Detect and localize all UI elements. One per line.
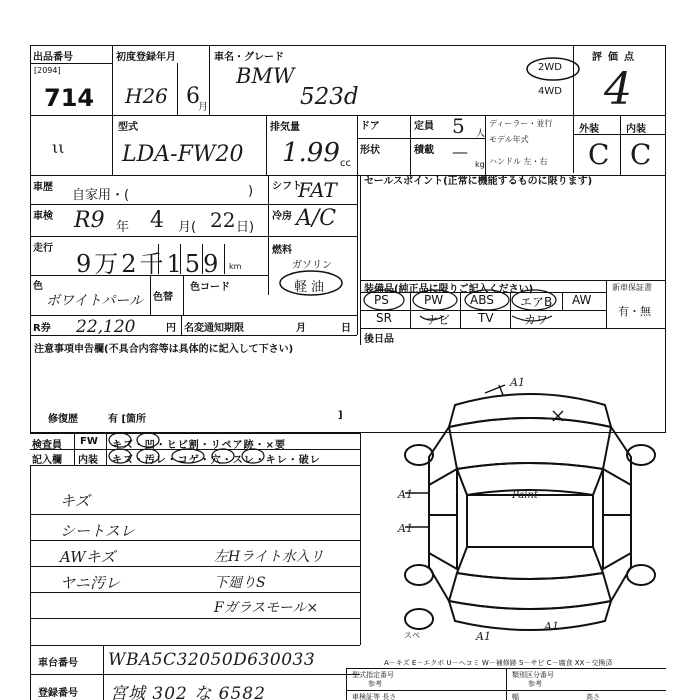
equip-circles (362, 288, 622, 328)
bottom-label-7: 高さ (586, 693, 600, 700)
disp-label: 排気量 (270, 122, 300, 133)
first-reg-era: H26 (125, 84, 168, 108)
note-left-4: ヤニ汚レ (60, 574, 121, 592)
door-label: ドア (360, 121, 380, 132)
month-label: 月 (296, 323, 306, 334)
interior-label: 内装 (78, 455, 98, 466)
cap-value: 5 (452, 114, 465, 138)
color-code-label: 色コード (190, 282, 230, 293)
eval-label: 評価点 (592, 52, 640, 63)
model-grade: 523d (300, 84, 359, 110)
repair-value: 有 [箇所 (108, 414, 147, 425)
inspection-day: 22 (210, 208, 236, 232)
type-value: LDA-FW20 (122, 142, 244, 167)
color-value: ボワイトパール (46, 293, 144, 309)
int-label: 内装 (626, 124, 646, 135)
load-value: — (452, 142, 468, 161)
car-diagram (385, 375, 675, 645)
recycle-unit: 円 (166, 323, 176, 334)
disp-unit: cc (340, 158, 351, 169)
damage-legend: A－キズ E－エクボ U－ヘコミ W－補修跡 S－サビ C－腐食 XX－交換済 (384, 659, 613, 667)
model-label: 車名・グレード (214, 52, 284, 63)
rear-label: 後日品 (364, 334, 394, 345)
load-label: 積載 (414, 145, 434, 156)
color-change-label: 色替 (153, 292, 173, 303)
year-suffix: 年 (116, 220, 130, 235)
bottom-label-2: 類別区分番号 (512, 671, 554, 679)
sales-label: セールスポイント(正常に機能するものに限ります) (364, 176, 593, 187)
mark-a1-left: A1 (398, 488, 413, 501)
note-right-2: 下廻りS (214, 575, 266, 591)
month-suffix: 月 (198, 102, 208, 113)
notes-label: 注意事項申告欄(不具合内容等は具体的に記入して下さい) (34, 344, 294, 355)
color-label: 色 (33, 281, 43, 292)
entry-label: 記入欄 (32, 455, 62, 466)
mileage-unit: km (229, 262, 242, 271)
new-warranty-label: 新車保証書 (612, 283, 652, 292)
lot-number: 714 (44, 84, 95, 112)
equip-airbag: エアB (520, 295, 553, 309)
mark-a1-bottom2: A1 (544, 620, 559, 633)
chassis-value: WBA5C32050D630033 (108, 650, 316, 670)
note-right-1: 左Hライト水入リ (214, 549, 324, 565)
note-left-1: キズ (60, 492, 90, 510)
mark-a1-bottom1: A1 (476, 630, 491, 643)
inspector-label: 検査員 (32, 440, 62, 451)
equip-tv: TV (478, 311, 494, 325)
lot-label: 出品番号 (33, 52, 73, 63)
recycle-label: R券 (33, 323, 51, 334)
plate-label: 登録番号 (38, 688, 78, 699)
name-change-label: 名変通知期限 (184, 323, 244, 334)
fw-items: キズ・凹・ヒビ割・リペア跡・×要 (112, 440, 286, 451)
inspection-label: 車検 (33, 211, 53, 222)
day-label: 日 (341, 323, 351, 334)
fuel-gas: ガソリン (292, 260, 332, 271)
chassis-label: 車台番号 (38, 658, 78, 669)
first-reg-month: 6 (186, 84, 200, 109)
load-unit: kg (475, 160, 485, 169)
int-grade: C (630, 138, 652, 171)
ext-label: 外装 (579, 124, 599, 135)
plate-value: 宮城 302 な 6582 (110, 684, 266, 700)
equip-abs: ABS (470, 293, 494, 307)
note-left-2: シートスレ (60, 522, 135, 540)
repair-close: ] (338, 410, 343, 421)
drive-2wd: 2WD (538, 62, 562, 73)
recycle-value: 22,120 (76, 317, 136, 337)
eval-score: 4 (604, 64, 632, 115)
type-mark: ιι (52, 138, 65, 157)
bottom-label-6: 幅 (512, 693, 519, 700)
ac-label: 冷房 (272, 211, 292, 222)
repair-label: 修復歴 (48, 414, 78, 425)
disp-value: 1.99 (282, 138, 340, 168)
equip-leather: カワ (524, 313, 549, 327)
equip-navi: ナビ (426, 313, 451, 327)
history-value: 自家用・( (72, 188, 130, 203)
mileage-value: 9万2千159 (76, 250, 222, 278)
first-reg-label: 初度登録年月 (116, 52, 176, 63)
inspector-circles (108, 432, 348, 466)
inspection-day-suffix: 日) (236, 220, 255, 235)
cap-label: 定員 (414, 121, 434, 132)
note-right-3: Fガラスモール× (214, 600, 319, 616)
bottom-label-3: 参考 (368, 680, 382, 688)
dealer-label: ディーラー・並行 (489, 119, 553, 128)
ac-value: A/C (296, 206, 337, 231)
model-make: BMW (236, 64, 295, 88)
equip-aw: AW (572, 293, 592, 307)
equip-label: 装備品(純正品に限りご記入ください) (364, 284, 534, 295)
history-close: ) (248, 184, 254, 199)
equip-pw: PW (424, 293, 444, 307)
fuel-diesel: 軽油 (294, 280, 329, 295)
shift-label: シフト (272, 181, 302, 192)
model-year-label: モデル年式 (489, 135, 529, 144)
history-label: 車歴 (33, 182, 53, 193)
mark-paint: Paint (512, 490, 538, 501)
fw-label: FW (80, 436, 98, 447)
cap-unit: 人 (476, 129, 486, 139)
inspection-value: R9 (74, 208, 105, 233)
mark-spare: スペ (404, 631, 420, 640)
int-items: キズ・汚レ・コゲ・穴・スレ・キレ・破レ (112, 455, 321, 466)
mark-a1-left2: A1 (398, 522, 413, 535)
equip-ps: PS (374, 293, 389, 307)
mileage-label: 走行 (33, 243, 53, 254)
handle-label: ハンドル 左・右 (489, 157, 548, 166)
note-left-3: AWキズ (60, 548, 116, 566)
bottom-label-5: 車検証等 長さ (352, 693, 397, 700)
ext-grade: C (588, 138, 610, 171)
equip-sr: SR (376, 311, 392, 325)
drive-4wd: 4WD (538, 86, 562, 97)
bottom-label-1: 型式指定番号 (352, 671, 394, 679)
shift-value: FAT (298, 178, 337, 202)
fuel-label: 燃料 (272, 245, 292, 256)
inspection-month: 4 (150, 208, 164, 233)
bottom-label-4: 参考 (528, 680, 542, 688)
mark-a1-top: A1 (510, 376, 525, 389)
lot-sub: [2094] (34, 66, 61, 75)
shape-label: 形状 (360, 145, 380, 156)
warranty-value: 有・無 (618, 305, 651, 318)
inspection-month-suffix: 月( (178, 220, 197, 235)
type-label: 型式 (118, 122, 138, 133)
